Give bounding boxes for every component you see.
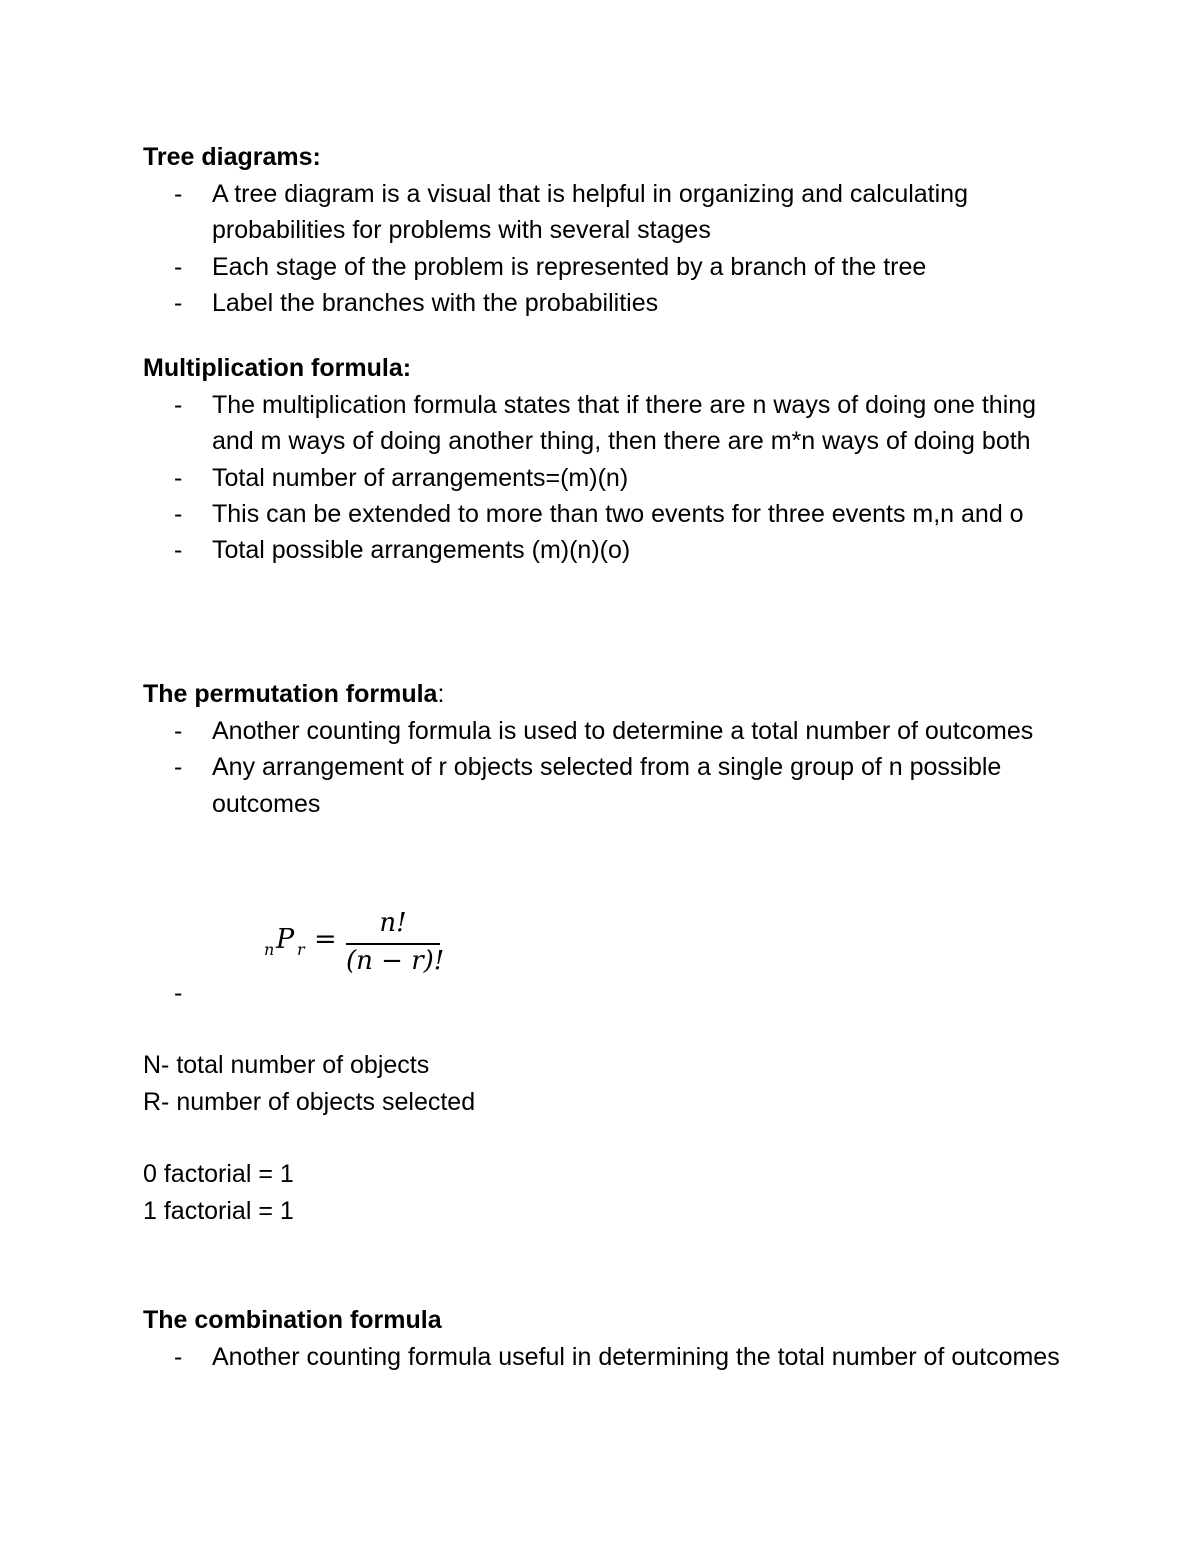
bullet-text: This can be extended to more than two events for three events m,n and o (212, 499, 1024, 528)
list-item (143, 532, 1083, 568)
bullet-text: Another counting formula useful in determining the total number of outcomes (212, 1343, 1060, 1371)
bullet-dash: - (174, 391, 183, 419)
bullet-dash: - (174, 180, 183, 208)
bullet-dash: - (174, 1343, 183, 1371)
bullet-text: A tree diagram is a visual that is helpful in organizing and calculating probabilities for problems with several stages (212, 180, 968, 245)
bullet-dash: - (174, 252, 183, 281)
bullet-text: Each stage of the problem is represented by a branch of the tree (212, 252, 927, 281)
bullet-dash: - (174, 717, 183, 745)
bullet-dash: - (174, 753, 183, 782)
list-item (143, 387, 1083, 460)
formula-denominator: (n − r)! (346, 946, 445, 976)
tree-diagrams-heading: Tree diagrams: (143, 143, 321, 171)
permutation-equation (262, 908, 462, 986)
formula-symbol-p: P (276, 924, 295, 955)
list-item (143, 749, 1083, 822)
bullet-text: Total possible arrangements (m)(n)(o) (212, 536, 631, 565)
list-item (143, 713, 1083, 749)
combination-formula-list (143, 1339, 1083, 1375)
bullet-dash: - (174, 499, 183, 528)
list-item (143, 496, 1083, 532)
formula-subscript-r: r (297, 940, 305, 959)
bullet-text: Another counting formula is used to determine a total number of outcomes (212, 717, 1034, 745)
permutation-heading-text: The permutation formula (143, 680, 438, 708)
bullet-text: Label the branches with the probabilities (212, 288, 659, 317)
bullet-text: Any arrangement of r objects selected from a single group of n possible outcomes (212, 753, 1002, 818)
formula-fraction-bar (346, 943, 440, 945)
formula-numerator: n! (379, 908, 407, 938)
list-item (143, 1339, 1083, 1375)
bullet-text: Total number of arrangements=(m)(n) (212, 463, 629, 492)
multiplication-formula-list (143, 387, 1083, 568)
factorial-one: 1 factorial = 1 (143, 1197, 294, 1225)
bullet-dash: - (174, 536, 183, 565)
formula-fraction (346, 908, 445, 986)
formula-subscript-n: n (264, 940, 275, 959)
empty-bullet-dash: - (174, 979, 183, 1007)
bullet-dash: - (174, 463, 183, 492)
permutation-heading-colon: : (437, 680, 445, 708)
permutation-formula-list (143, 713, 1083, 822)
list-item (143, 285, 1083, 321)
list-item (143, 176, 1083, 249)
definition-r: R- number of objects selected (143, 1088, 476, 1116)
tree-diagrams-list (143, 176, 1083, 321)
combination-formula-heading: The combination formula (143, 1306, 442, 1334)
bullet-text: The multiplication formula states that if there are n ways of doing one thing and m ways of doing another thing, then there are m*n ways of doing both (212, 391, 1037, 456)
permutation-formula-heading (143, 676, 444, 712)
definition-n: N- total number of objects (143, 1051, 430, 1079)
bullet-dash: - (174, 288, 183, 317)
factorial-zero: 0 factorial = 1 (143, 1160, 294, 1188)
list-item (143, 460, 1083, 496)
formula-equals: = (314, 924, 337, 955)
list-item (143, 249, 1083, 285)
multiplication-formula-heading: Multiplication formula: (143, 354, 412, 382)
